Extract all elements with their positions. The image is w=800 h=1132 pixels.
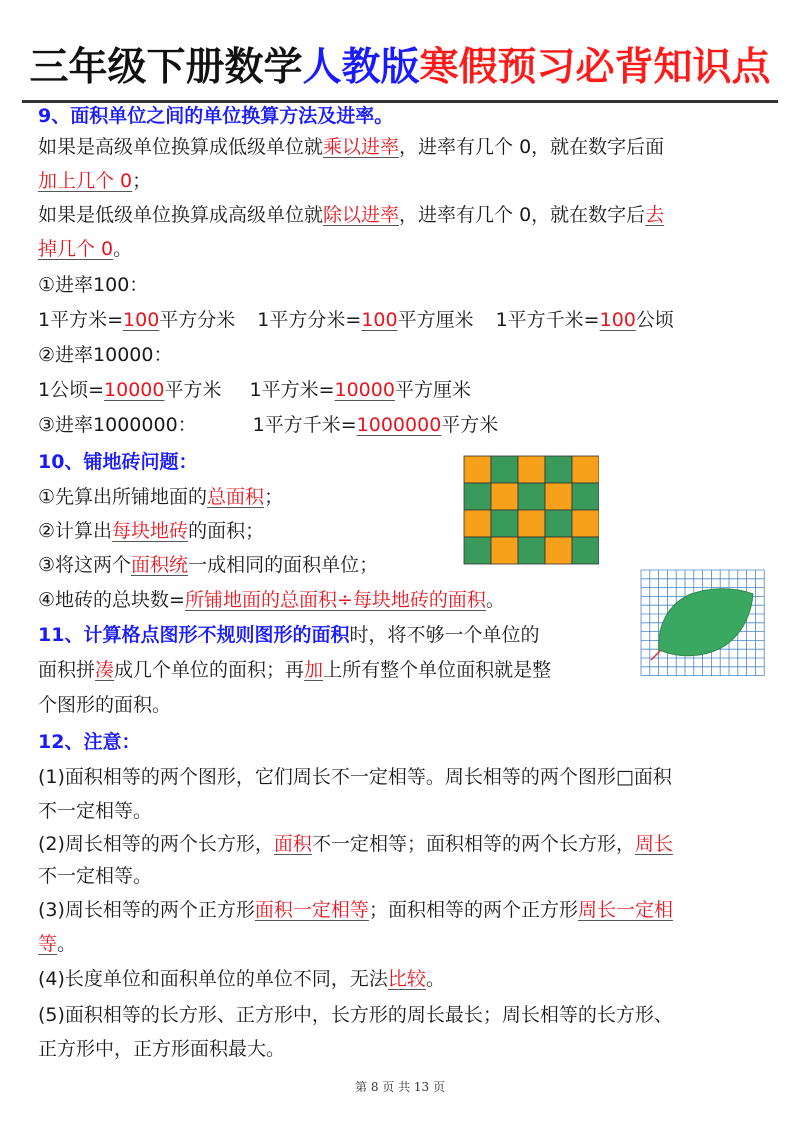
tile [545, 537, 572, 564]
section-12-heading: 12、注意： [38, 731, 141, 753]
rate-100-label: ①进率100： [38, 274, 149, 296]
grid-leaf-illustration [639, 568, 767, 680]
page-title: 三年级下册数学人教版寒假预习必背知识点 [29, 45, 771, 90]
floor-tiles-illustration [463, 455, 599, 565]
note-4: (4)长度单位和面积单位的单位不同，无法比较。 [38, 968, 445, 990]
s9-line-3: 如果是低级单位换算成高级单位就除以进率，进率有几个 0，就在数字后去 [38, 204, 665, 226]
rate-100-conversions: 1平方米=100平方分米 1平方分米=100平方厘米 1平方千米=100公顷 [38, 309, 674, 331]
rate-10000-conversions: 1公顷=10000平方米 1平方米=10000平方厘米 [38, 379, 471, 401]
tile [545, 456, 572, 483]
tile [572, 510, 599, 537]
tile [545, 510, 572, 537]
s11-line-1: 11、计算格点图形不规则图形的面积时，将不够一个单位的 [38, 624, 540, 646]
s9-line-2: 加上几个 0； [38, 170, 152, 192]
rate-1000000-row: ③进率1000000： 1平方千米=1000000平方米 [38, 414, 499, 436]
note-5-line-1: (5)面积相等的长方形、正方形中，长方形的周长最长；周长相等的长方形、 [38, 1004, 673, 1026]
note-3-line-2: 等。 [38, 933, 77, 955]
s10-step-2: ②计算出每块地砖的面积； [38, 520, 265, 542]
tile [464, 537, 491, 564]
note-3-line-1: (3)周长相等的两个正方形面积一定相等；面积相等的两个正方形周长一定相 [38, 899, 673, 921]
section-9-heading: 9、面积单位之间的单位换算方法及进率。 [38, 105, 394, 127]
s10-step-3: ③将这两个面积统一成相同的面积单位； [38, 554, 379, 576]
tile [491, 456, 518, 483]
leaf-shape [659, 589, 753, 656]
tile [572, 483, 599, 510]
rate-10000-label: ②进率10000： [38, 344, 173, 366]
s9-line-4: 掉几个 0。 [38, 238, 133, 260]
s10-step-4: ④地砖的总块数=所铺地面的总面积÷每块地砖的面积。 [38, 589, 505, 611]
tile [518, 510, 545, 537]
note-2-line-2: 不一定相等。 [38, 865, 153, 887]
tile [518, 483, 545, 510]
note-2-line-1: (2)周长相等的两个长方形，面积不一定相等；面积相等的两个长方形，周长 [38, 833, 673, 855]
tile [491, 510, 518, 537]
note-1-line-1: (1)面积相等的两个图形，它们周长不一定相等。周长相等的两个图形□面积 [38, 766, 672, 788]
tile [545, 483, 572, 510]
s11-line-2: 面积拼凑成几个单位的面积；再加上所有整个单位面积就是整 [38, 659, 552, 681]
leaf-stem [651, 650, 661, 660]
note-1-line-2: 不一定相等。 [38, 800, 153, 822]
tile [491, 483, 518, 510]
s10-step-1: ①先算出所铺地面的总面积； [38, 486, 284, 508]
page-number: 第 8 页 共 13 页 [355, 1080, 445, 1094]
tile [572, 537, 599, 564]
tile [464, 456, 491, 483]
tile [464, 510, 491, 537]
tile [572, 456, 599, 483]
note-5-line-2: 正方形中，正方形面积最大。 [38, 1038, 286, 1060]
tile [491, 537, 518, 564]
section-10-heading: 10、铺地砖问题： [38, 451, 198, 473]
tile [464, 483, 491, 510]
tile [518, 537, 545, 564]
s9-line-1: 如果是高级单位换算成低级单位就乘以进率，进率有几个 0，就在数字后面 [38, 136, 665, 158]
s11-line-3: 个图形的面积。 [38, 694, 172, 716]
tile [518, 456, 545, 483]
